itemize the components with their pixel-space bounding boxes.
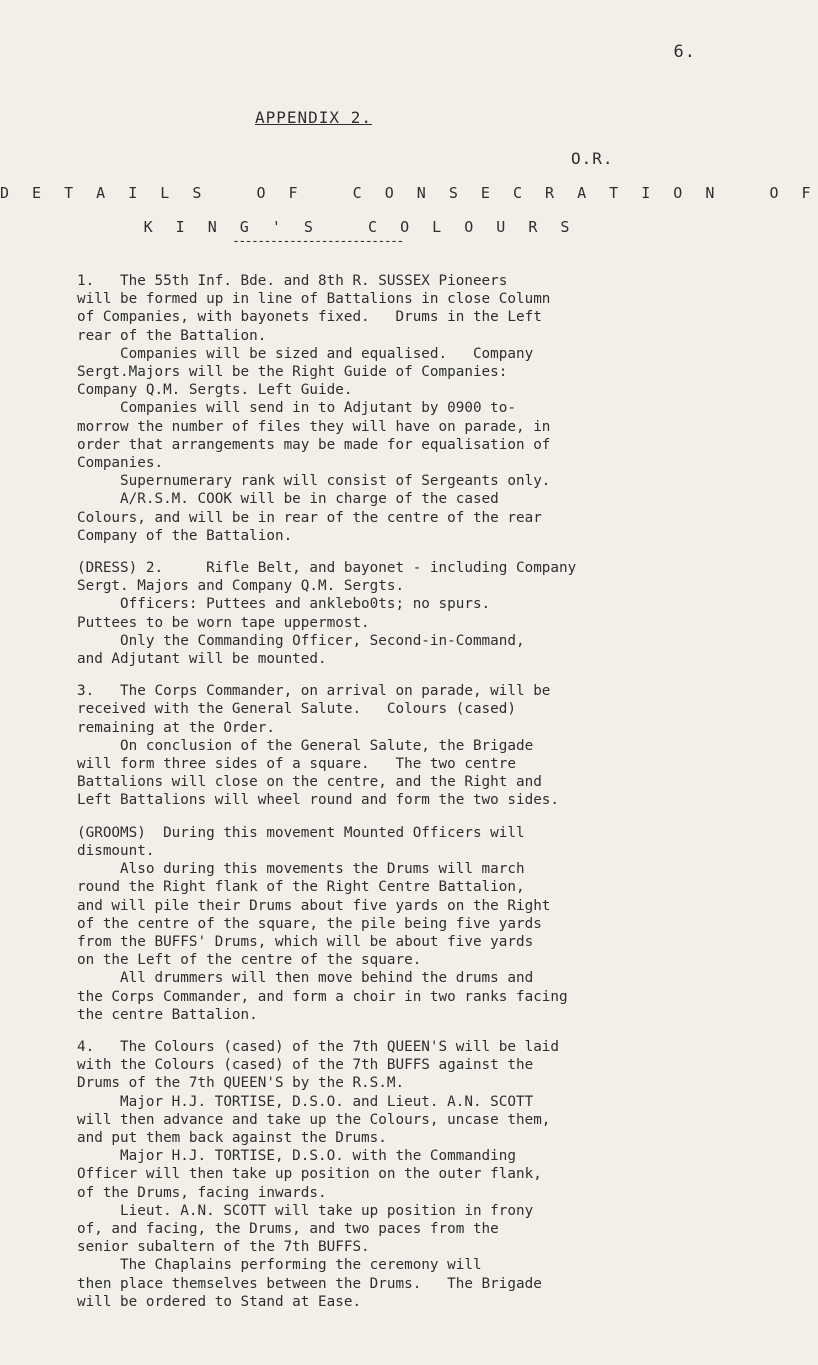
text-line: with the Colours (cased) of the 7th BUFFS against the xyxy=(77,1057,534,1074)
text-line: Left Battalions will wheel round and form the two sides. xyxy=(77,792,560,809)
text-line: Drums of the 7th QUEEN'S by the R.S.M. xyxy=(77,1075,405,1092)
text-line: The Chaplains performing the ceremony will xyxy=(77,1257,482,1274)
paragraph-4 xyxy=(77,824,707,1024)
text-line: of the centre of the square, the pile being five yards xyxy=(77,915,542,932)
text-line: Officers: Puttees and anklebo0ts; no spurs. xyxy=(77,596,491,613)
text-line: will be formed up in line of Battalions in close Column xyxy=(77,291,551,308)
text-line: Major H.J. TORTISE, D.S.O. with the Commanding xyxy=(77,1148,516,1165)
heading-line-1: D E T A I L S O F C O N S E C R A T I O N O F xyxy=(0,184,818,202)
paragraph-3 xyxy=(77,682,707,809)
text-line: Colours, and will be in rear of the centre of the rear xyxy=(77,509,542,526)
text-line: Company of the Battalion. xyxy=(77,527,293,544)
text-line: Supernumerary rank will consist of Sergeants only. xyxy=(77,473,551,490)
text-line: 4. The Colours (cased) of the 7th QUEEN'S will be laid xyxy=(77,1038,560,1055)
heading-line-2: K I N G ' S C O L O U R S xyxy=(143,218,577,236)
paragraph-1 xyxy=(77,272,707,545)
text-line: and Adjutant will be mounted. xyxy=(77,651,327,668)
text-line: of, and facing, the Drums, and two paces from the xyxy=(77,1220,499,1237)
paragraph-5 xyxy=(77,1038,707,1311)
text-line: 1. The 55th Inf. Bde. and 8th R. SUSSEX Pioneers xyxy=(77,273,508,289)
heading-rule: --------------------------- xyxy=(232,234,403,249)
text-line: Major H.J. TORTISE, D.S.O. and Lieut. A.N. SCOTT xyxy=(77,1093,534,1110)
text-line: will be ordered to Stand at Ease. xyxy=(77,1293,362,1310)
text-line: Companies. xyxy=(77,455,164,472)
text-line: of Companies, with bayonets fixed. Drums in the Left xyxy=(77,309,542,326)
text-line: All drummers will then move behind the drums and xyxy=(77,970,534,987)
text-line: dismount. xyxy=(77,842,155,859)
or-label: O.R. xyxy=(571,149,614,168)
text-line: Lieut. A.N. SCOTT will take up position in frony xyxy=(77,1202,534,1219)
text-line: then place themselves between the Drums. The Brigade xyxy=(77,1275,542,1292)
text-line: the centre Battalion. xyxy=(77,1006,258,1023)
text-line: Sergt. Majors and Company Q.M. Sergts. xyxy=(77,578,405,595)
text-line: will form three sides of a square. The two centre xyxy=(77,756,516,773)
text-line: on the Left of the centre of the square. xyxy=(77,952,422,969)
text-line: Officer will then take up position on the outer flank, xyxy=(77,1166,542,1183)
text-line: A/R.S.M. COOK will be in charge of the cased xyxy=(77,491,499,508)
text-line: On conclusion of the General Salute, the Brigade xyxy=(77,737,534,754)
text-line: received with the General Salute. Colours (cased) xyxy=(77,701,516,718)
text-line: Companies will be sized and equalised. Company xyxy=(77,345,534,362)
paragraph-2 xyxy=(77,559,707,668)
document-body xyxy=(77,272,707,1325)
text-line: from the BUFFS' Drums, which will be about five yards xyxy=(77,933,534,950)
text-line: Companies will send in to Adjutant by 0900 to- xyxy=(77,400,516,417)
text-line: will then advance and take up the Colours, uncase them, xyxy=(77,1111,551,1128)
text-line: the Corps Commander, and form a choir in two ranks facing xyxy=(77,988,568,1005)
text-line: Also during this movements the Drums will march xyxy=(77,861,525,878)
text-line: morrow the number of files they will have on parade, in xyxy=(77,418,551,435)
text-line: of the Drums, facing inwards. xyxy=(77,1184,327,1201)
text-line: round the Right flank of the Right Centre Battalion, xyxy=(77,879,525,896)
text-line: Battalions will close on the centre, and the Right and xyxy=(77,774,542,791)
appendix-title: APPENDIX 2. xyxy=(255,108,372,127)
text-line: order that arrangements may be made for equalisation of xyxy=(77,436,551,453)
text-line: (DRESS) 2. Rifle Belt, and bayonet - including Company xyxy=(77,560,577,577)
text-line: rear of the Battalion. xyxy=(77,327,267,344)
text-line: Sergt.Majors will be the Right Guide of Companies: xyxy=(77,364,508,381)
text-line: Only the Commanding Officer, Second-in-Command, xyxy=(77,632,525,649)
text-line: 3. The Corps Commander, on arrival on parade, will be xyxy=(77,683,551,700)
text-line: Puttees to be worn tape uppermost. xyxy=(77,614,370,631)
text-line: remaining at the Order. xyxy=(77,719,275,736)
text-line: (GROOMS) During this movement Mounted Officers will xyxy=(77,824,525,841)
text-line: and put them back against the Drums. xyxy=(77,1129,387,1146)
text-line: senior subaltern of the 7th BUFFS. xyxy=(77,1239,370,1256)
text-line: and will pile their Drums about five yards on the Right xyxy=(77,897,551,914)
page-number: 6. xyxy=(673,42,696,62)
text-line: Company Q.M. Sergts. Left Guide. xyxy=(77,382,353,399)
